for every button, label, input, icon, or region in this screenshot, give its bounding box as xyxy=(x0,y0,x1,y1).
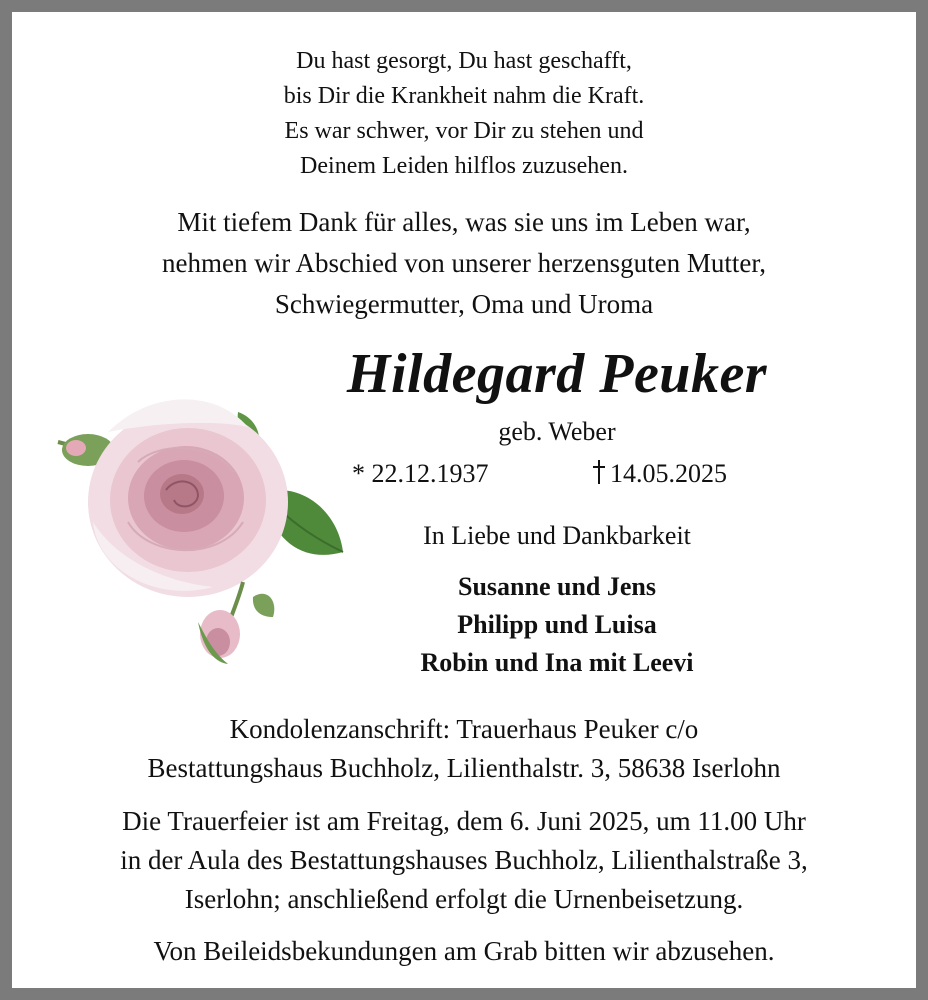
deceased-name: Hildegard Peuker xyxy=(346,343,768,405)
ceremony-line: in der Aula des Bestattungshauses Buchholz, Lilienthalstraße 3, xyxy=(120,845,808,875)
poem-line: Du hast gesorgt, Du hast geschafft, xyxy=(296,48,632,74)
intro-line: Mit tiefem Dank für alles, was sie uns im Leben war, xyxy=(177,207,751,237)
ceremony-line: Die Trauerfeier ist am Freitag, dem 6. Juni 2025, um 11.00 Uhr xyxy=(122,806,806,836)
family-member: Philipp und Luisa xyxy=(457,610,657,639)
cross-icon xyxy=(592,460,606,484)
family-member: Robin und Ina mit Leevi xyxy=(420,648,694,677)
poem-line: bis Dir die Krankheit nahm die Kraft. xyxy=(283,83,645,109)
intro-line: Schwiegermutter, Oma und Uroma xyxy=(274,289,654,319)
bud-petal xyxy=(66,440,86,456)
intro-text xyxy=(12,202,916,325)
address-line: Bestattungshaus Buchholz, Lilienthalstr. 3, 58638 Iserlohn xyxy=(147,753,781,783)
closing-note: Von Beileidsbekundungen am Grab bitten wir abzusehen. xyxy=(153,936,775,966)
obituary-card xyxy=(12,12,916,988)
poem xyxy=(12,44,916,184)
life-dates xyxy=(352,456,772,492)
family-names xyxy=(252,568,862,682)
intro-line: nehmen wir Abschied von unserer herzensguten Mutter, xyxy=(162,248,766,278)
ceremony-info xyxy=(12,802,916,919)
birth-name: geb. Weber xyxy=(498,417,616,446)
ceremony-line: Iserlohn; anschließend erfolgt die Urnenbeisetzung. xyxy=(184,884,744,914)
condolence-address xyxy=(12,710,916,788)
death-date: 14.05.2025 xyxy=(610,459,727,488)
poem-line: Es war schwer, vor Dir zu stehen und xyxy=(284,118,644,144)
address-line: Kondolenzanschrift: Trauerhaus Peuker c/o xyxy=(229,714,699,744)
thanks-line: In Liebe und Dankbarkeit xyxy=(423,521,691,550)
poem-line: Deinem Leiden hilflos zuzusehen. xyxy=(300,153,628,179)
birth-date: * 22.12.1937 xyxy=(352,459,489,488)
family-member: Susanne und Jens xyxy=(458,572,656,601)
death-date-group xyxy=(592,456,727,492)
